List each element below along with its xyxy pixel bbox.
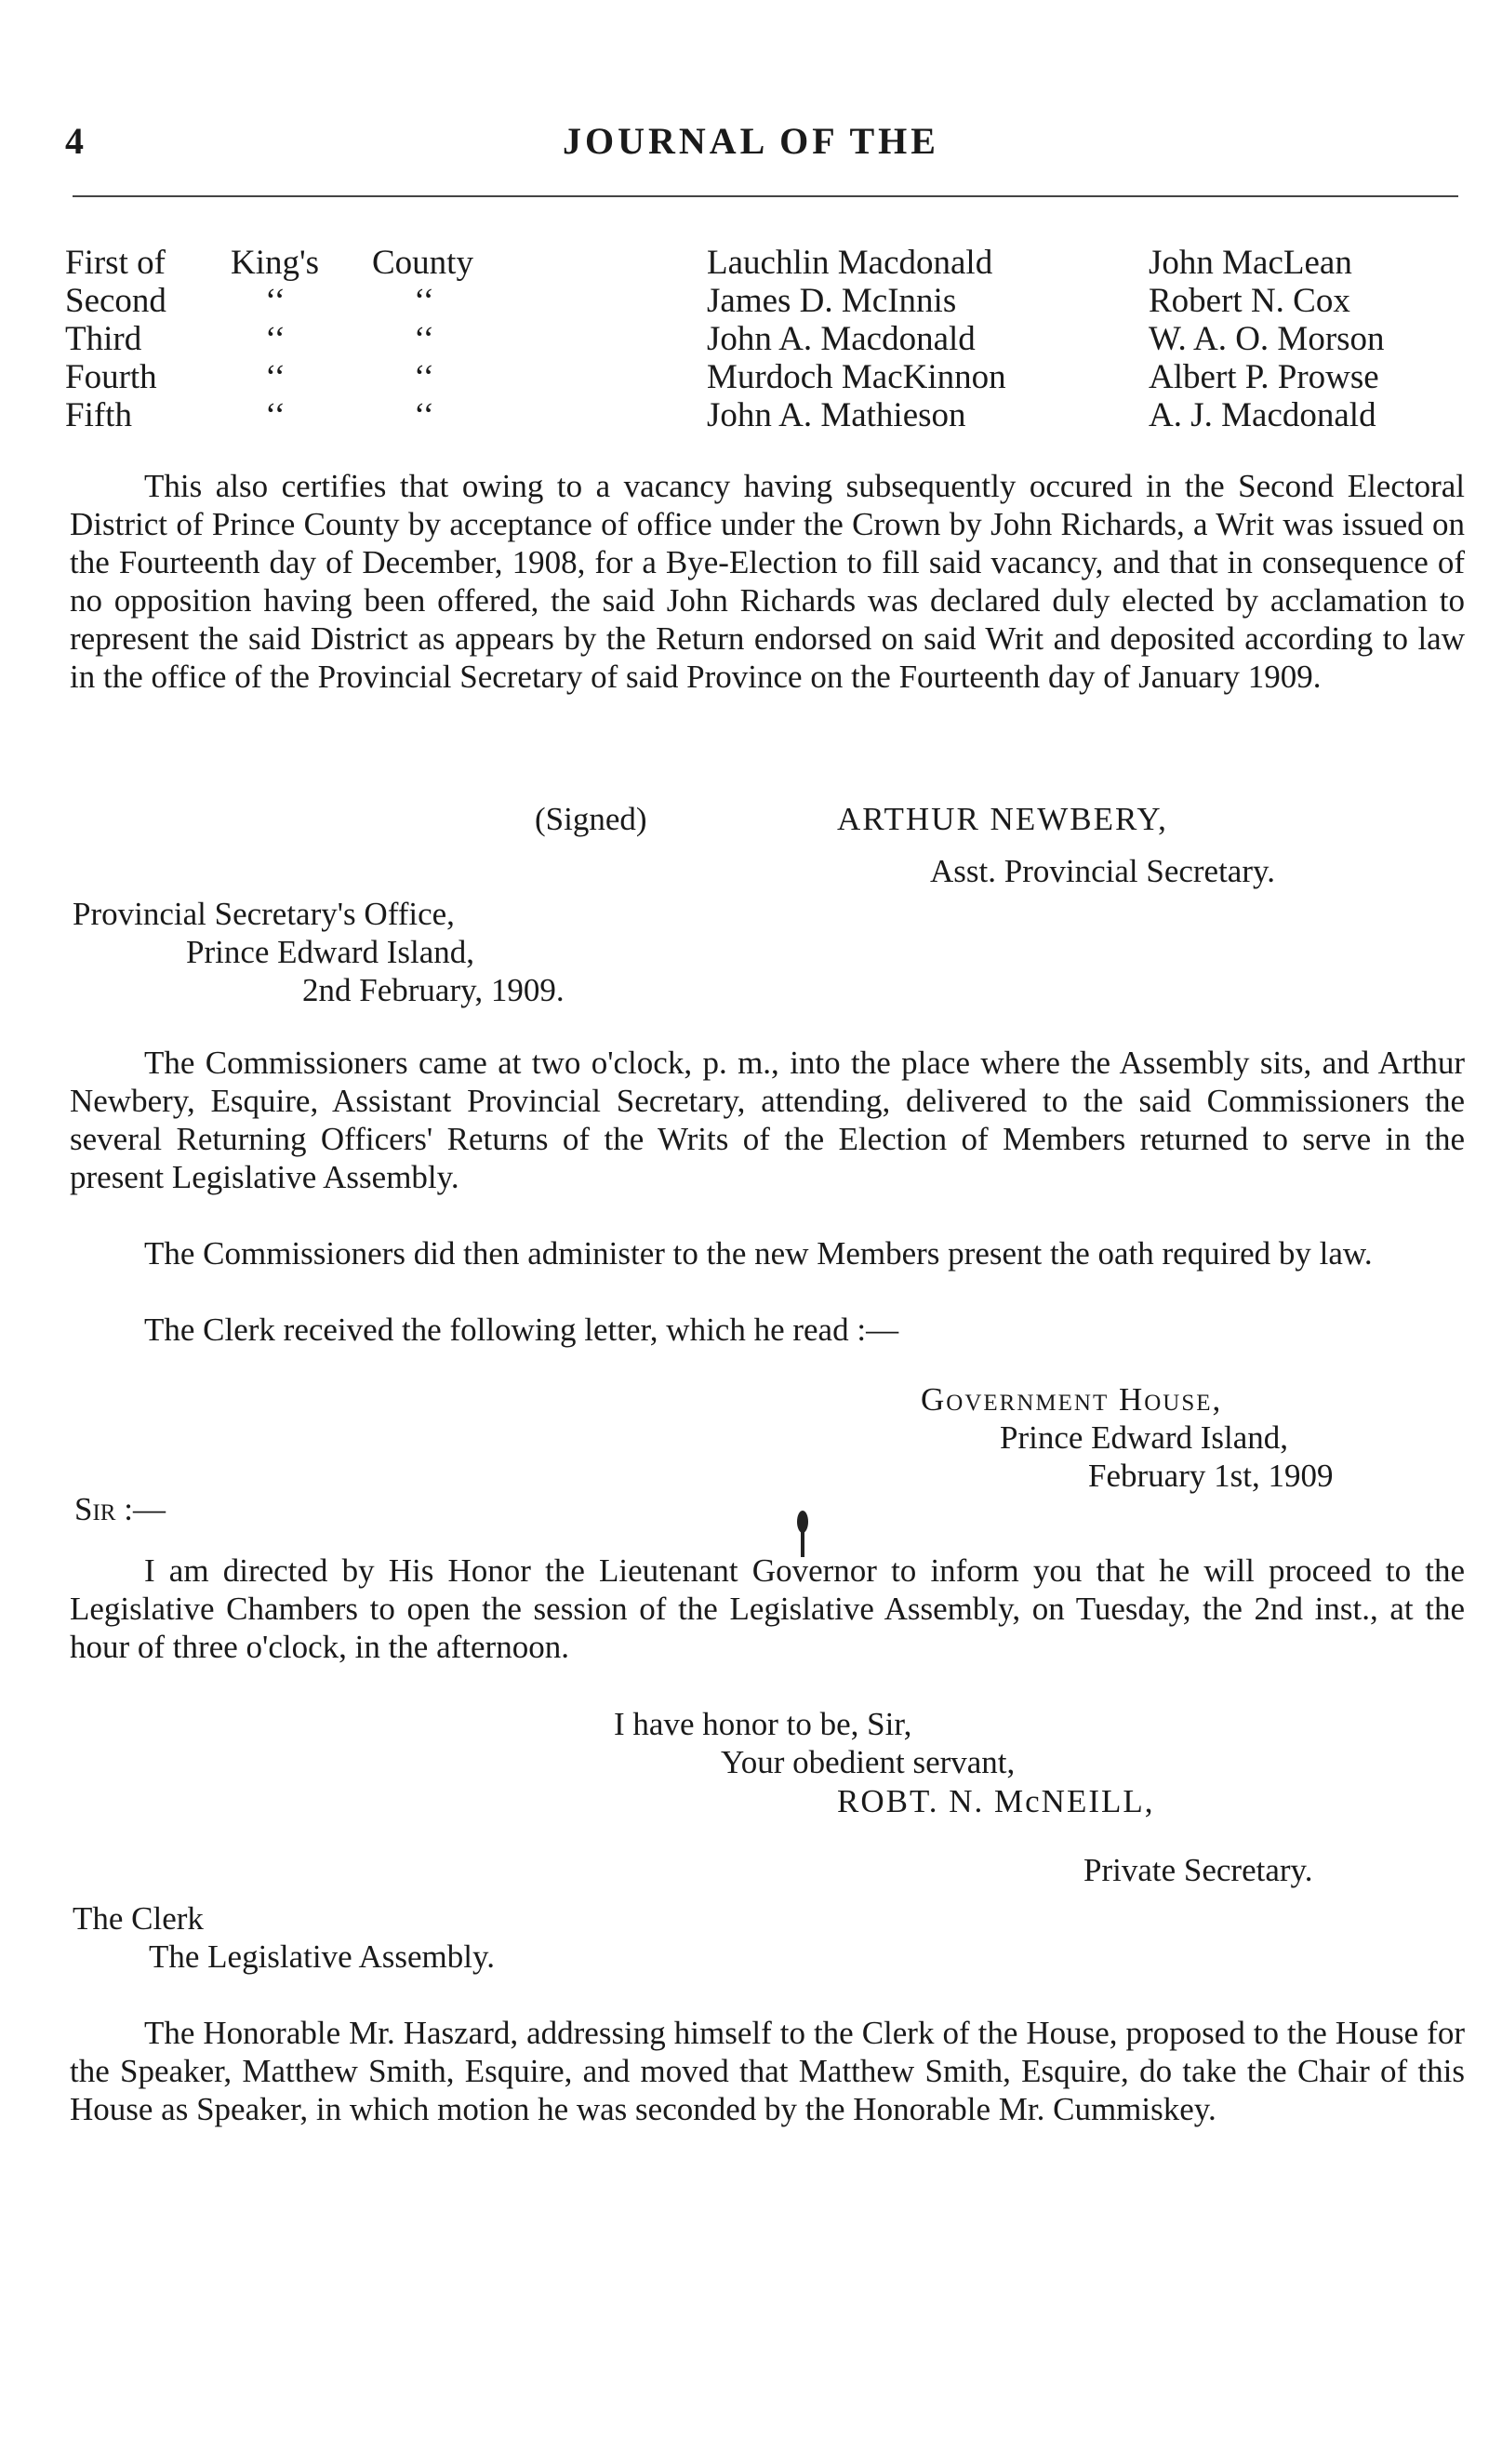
office-date: 2nd February, 1909. [302,972,565,1008]
member-cell: James D. McInnis [707,282,957,320]
member-cell: Murdoch MacKinnon [707,358,1006,396]
table-row [0,320,1502,358]
letter-recipient: The Clerk [73,1900,204,1937]
letter-address: Prince Edward Island, [1000,1419,1289,1456]
ditto-mark: ‘‘ [414,396,434,434]
signatory-name: ARTHUR NEWBERY, [837,801,1168,837]
district-cell: Fifth [65,396,132,434]
header-rule [73,195,1458,197]
letter-salutation: Sir :— [74,1491,166,1527]
member-cell: John A. Mathieson [707,396,966,434]
office-line: Provincial Secretary's Office, [73,896,455,932]
letter-signature: ROBT. N. McNEILL, [837,1783,1155,1819]
table-row [0,396,1502,434]
ditto-mark: ‘‘ [265,320,286,358]
table-row [0,282,1502,320]
member-cell: W. A. O. Morson [1149,320,1385,358]
letter-address: Government House, [921,1381,1223,1418]
member-cell: Robert N. Cox [1149,282,1350,320]
signatory-title: Asst. Provincial Secretary. [930,853,1275,889]
ditto-mark: ‘‘ [414,358,434,396]
district-cell: Fourth [65,358,157,396]
proceedings-paragraph: The Commissioners came at two o'clock, p. m., into the place where the Assembly sits, and Arthur Newbery, Esquire, Assistant Provincial Secretary, attending, delivered to the said Commissioners the several Returning Officers' Returns of the Writs of the Election of Members returned to serve in the present Legislative Assembly. [70,1045,1465,1195]
letter-date: February 1st, 1909 [1088,1458,1334,1494]
motion-paragraph: The Honorable Mr. Haszard, addressing himself to the Clerk of the House, proposed to the House for the Speaker, Matthew Smith, Esquire, and moved that Matthew Smith, Esquire, do take the Chair of this House as Speaker, in which motion he was seconded by the Honorable Mr. Cummiskey. [70,2015,1465,2127]
member-cell: Lauchlin Macdonald [707,244,993,282]
district-cell: Third [65,320,142,358]
page-number: 4 [65,120,84,162]
office-line: Prince Edward Island, [186,934,475,970]
journal-title: JOURNAL OF THE [563,120,939,162]
signed-label: (Signed) [535,801,647,837]
member-cell: Albert P. Prowse [1149,358,1379,396]
district-cell: First of [65,244,166,282]
proceedings-paragraph: The Commissioners did then administer to the new Members present the oath required by law. [144,1235,1373,1272]
county-cell: County [372,244,473,282]
letter-closing: I have honor to be, Sir, [614,1706,912,1742]
letter-body: I am directed by His Honor the Lieutenant Governor to inform you that he will proceed to the Legislative Chambers to open the session of the Legislative Assembly, on Tuesday, the 2nd inst., at the hour of three o'clock, in the afternoon. [70,1552,1465,1665]
ditto-mark: ‘‘ [265,358,286,396]
ditto-mark: ‘‘ [265,396,286,434]
county-cell: King's [231,244,320,282]
proceedings-paragraph: The Clerk received the following letter, which he read :— [144,1312,899,1348]
ditto-mark: ‘‘ [414,282,434,320]
table-row [0,358,1502,396]
member-cell: A. J. Macdonald [1149,396,1376,434]
member-cell: John A. Macdonald [707,320,976,358]
letter-closing: Your obedient servant, [721,1744,1016,1780]
letter-signature-title: Private Secretary. [1083,1852,1313,1888]
running-header [0,119,1502,175]
letter-recipient: The Legislative Assembly. [149,1938,495,1975]
district-cell: Second [65,282,166,320]
table-row [0,244,1502,282]
member-cell: John MacLean [1149,244,1352,282]
ditto-mark: ‘‘ [265,282,286,320]
ditto-mark: ‘‘ [414,320,434,358]
certification-paragraph: This also certifies that owing to a vacancy having subsequently occured in the Second Electoral District of Prince County by acceptance of office under the Crown by John Richards, a Writ was issued on the Fourteenth day of December, 1908, for a Bye-Election to fill said vacancy, and that in consequence of no opposition having been offered, the said John Richards was declared duly elected by acclamation to represent the said District as appears by the Return endorsed on said Writ and deposited according to law in the office of the Provincial Secretary of said Province on the Fourteenth day of January 1909. [70,468,1465,695]
